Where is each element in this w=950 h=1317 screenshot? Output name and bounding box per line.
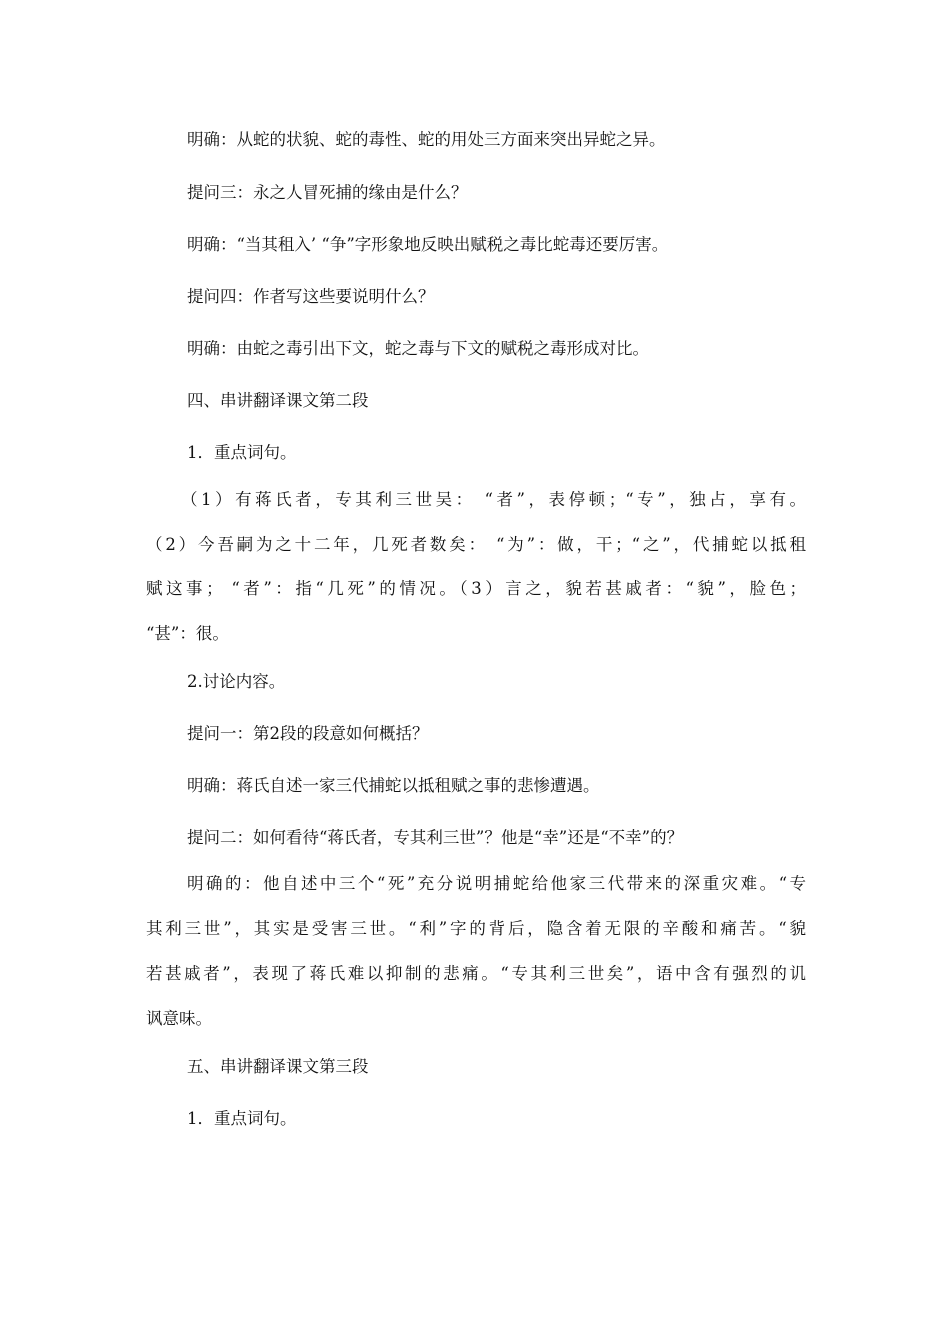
answer-paragraph-line-4: 讽意味。 [146,1009,212,1028]
question-1: 提问一：第2段的段意如何概括？ [187,724,429,743]
question-3: 提问三：永之人冒死捕的缘由是什么？ [187,183,468,202]
question-2: 提问二：如何看待“蒋氏者，专其利三世”？他是“幸”还是“不幸”的？ [187,828,684,847]
answer-line-4: 明确：蒋氏自述一家三代捕蛇以抵租赋之事的悲惨遭遇。 [187,776,600,795]
key-phrases-heading-2: 1．重点词句。 [187,1109,297,1128]
key-phrase-line-2: （2）今吾嗣为之十二年，几死者数矣： “为”：做，干；“之”，代捕蛇以抵租 [146,535,806,554]
answer-line-3: 明确：由蛇之毒引出下文，蛇之毒与下文的赋税之毒形成对比。 [187,339,649,358]
section-heading-4: 四、串讲翻译课文第二段 [187,391,369,410]
answer-line-1: 明确：从蛇的状貌、蛇的毒性、蛇的用处三方面来突出异蛇之异。 [187,130,666,149]
answer-paragraph-line-2: 其利三世”，其实是受害三世。“利”字的背后，隐含着无限的辛酸和痛苦。“貌 [146,919,806,938]
question-4: 提问四：作者写这些要说明什么？ [187,287,435,306]
answer-paragraph-line-1: 明确的：他自述中三个“死”充分说明捕蛇给他家三代带来的深重灾难。“专 [187,874,806,893]
discussion-heading: 2.讨论内容。 [187,672,286,691]
answer-line-2: 明确：“当其租入’ “争”字形象地反映出赋税之毒比蛇毒还要厉害。 [187,235,669,254]
answer-paragraph-line-3: 若甚戚者”，表现了蒋氏难以抑制的悲痛。“专其利三世矣”，语中含有强烈的讥 [146,964,806,983]
key-phrase-line-3: 赋这事； “者”：指“几死”的情况。（3）言之，貌若甚戚者：“貌”，脸色； [146,579,806,598]
key-phrases-heading-1: 1．重点词句。 [187,443,297,462]
section-heading-5: 五、串讲翻译课文第三段 [187,1057,369,1076]
key-phrase-line-4: “甚”：很。 [146,624,229,643]
key-phrase-line-1: （1）有蒋氏者，专其利三世吴： “者”，表停顿；“专”，独占，享有。 [181,490,806,509]
